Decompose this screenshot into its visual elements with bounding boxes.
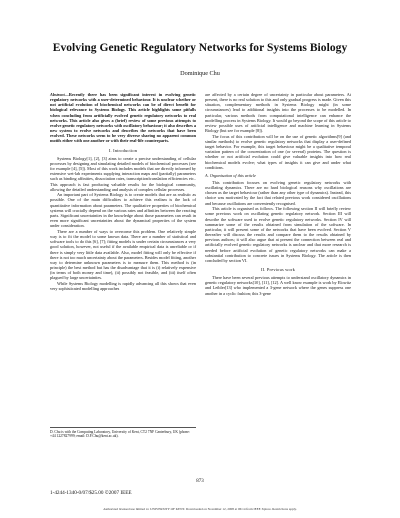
paragraph: The focus of this contribution will be on the use of genetic algorithms[9] (and similar methods) to evolve genetic regulatory networks that display a user-defined target behavior. For example, this target behaviour might be a qualitative temporal variation pattern of the concentration of one (or several) proteins. The question is whether or not artificial evolution could give valuable insights into how real biochemical models evolve; what types of insights it can give and under what conditions. xyxy=(205,133,351,170)
abstract xyxy=(50,92,196,144)
paragraph: An important part of Systems Biology is to create models that are as realistic as possible. One of the main difficulties to achieve this realism is the lack of quantitative information about parameters. The qualitative properties of biochemical systems will crucially depend on the various rates and affinities between the reacting parts. Significant uncertainties in the knowledge about those parameters can result in even more significant uncertainties about the dynamical properties of the system under consideration. xyxy=(50,192,196,229)
license-notice: Authorized licensed use limited to: UNIVERSITY OF KENT. Downloaded on November 12, 2008 at 06:14 from IEEE Xplore. Restrictions apply. xyxy=(103,507,297,511)
author-name: Dominique Chu xyxy=(180,70,220,77)
section-heading-introduction: I. Introduction xyxy=(108,147,138,153)
paragraph: There have been several previous attempts to understand oscillatory dynamics in genetic regulatory networks[10], [11], [12]. A well know example is work by Elowitz and Leibler[13] who implemented a 3-gene network where the genes suppress one another in a cyclic fashion; this 3-gene xyxy=(205,275,351,296)
paragraph: are affected by a certain degree of uncertainty in particular about parameters. At present, there is no real solution to this and only gradual progress is made. Given this situation, complementary methods in Systems Biology might (in some circumstances) lead to additional insights into the processes to be modelled. In particular, various methods from computational intelligence can enhance the modelling process in Systems Biology. It would go beyond the scope of this article to review possible uses of artificial intelligence and machine learning in Systems Biology (but see for example [8]). xyxy=(205,92,351,134)
abstract-label: Abstract xyxy=(50,92,65,97)
page-number: 873 xyxy=(196,479,204,484)
right-column xyxy=(205,92,351,296)
paragraph: There are a number of ways to overcome this problem. One relatively simple way is to fit the model to some known data. There are a number of statistical and software tools to do this [6], [7]; fitting models is under certain circumstances a very good solution, however, not useful if the available empirical data is unreliable or if there is simply very little data available. Also, model fitting will only be effective if there is not too much uncertainty about the parameters. Besides model fitting, another way to determine unknown parameters is to measure them. This method is (in principle) the best method but has the disadvantage that it is (i) relatively expensive (in terms of both money and time), (ii) possibly not feasible, and (iii) itself often plagued by large uncertainties. xyxy=(50,228,196,281)
paragraph: Systems Biology[1], [2], [3] aims to create a precise understanding of cellular processes by designing and simulating detailed models of biochemical processes (see for example [4], [5]). Most of this work includes models that are directly informed by extensive wet-lab experiments supplying interaction maps and (partially) parameters such as binding affinities, dissociation rates, transcription/translation efficiencies etc.. This approach is fast producing valuable results for the biological community, allowing the detailed understanding and analysis of complex cellular processes. xyxy=(50,155,196,192)
left-column xyxy=(50,92,196,292)
subsection-heading-organisation: A. Organisation of this article xyxy=(205,172,256,178)
paragraph: This article is organised as follows. The following section II will briefly review some previous work on oscillating genetic regulatory network. Section III will describe the software used to evolve genetic regulatory networks. Section IV will summarize some of the results obtained from simulation of the software. In particular, it will present some of the networks that have been evolved. Section V thereafter will discuss the results and compare them to the results obtained by previous authors; it will also argue that at present the connection between real and artificially evolved genetic regulatory networks is unclear and that more research is needed before artificial evolution of genetic regulatory networks can make a substantial contribution to concrete issues in Systems Biology. The article is then concluded by section VI. xyxy=(205,206,351,263)
paper-title: Evolving Genetic Regulatory Networks for Systems Biology xyxy=(52,42,348,54)
isbn-copyright: 1-4244-1340-0/07/$25.00 ©2007 IEEE xyxy=(50,490,132,496)
author-footnote: D. Chu is with the Computing Laboratory, University of Kent, CT2 7NF Canterbury, UK (phone: +44 1227827999; email: D.F.Chu@kent.ac.uk). xyxy=(50,427,196,439)
abstract-text: —Recently there has been significant interest in evolving genetic regulatory networks with a user-determined behaviour. It is unclear whether or not artificial evolution of biochemical networks can be of direct benefit for biological relevance to Systems Biology. This article highlights some pitfalls when concluding from artificially evolved genetic regulatory networks to real networks. This article also gives a (brief) review of some previous attempts to evolve genetic regulatory networks with oscillatory behaviour; it also describes a new system to evolve networks and describes the networks that have been evolved. These networks seem to be very diverse sharing no apparent common motifs either with one another or with their real-life counterparts. xyxy=(50,92,196,144)
section-heading-previous-work: II. Previous work xyxy=(260,267,295,272)
paragraph: This contribution focuses on evolving genetic regulatory networks with oscillating dynamics. There are no hard biological reasons why oscillations are chosen as the target behaviour (rather than any other type of dynamics). Instead, this choice was motivated by the fact that related previous work considered oscillations and because oscillations are conveniently recognised. xyxy=(205,180,351,206)
paragraph: While Systems Biology modelling is rapidly advancing all this shows that even very sophisticated modelling approaches xyxy=(50,280,196,292)
